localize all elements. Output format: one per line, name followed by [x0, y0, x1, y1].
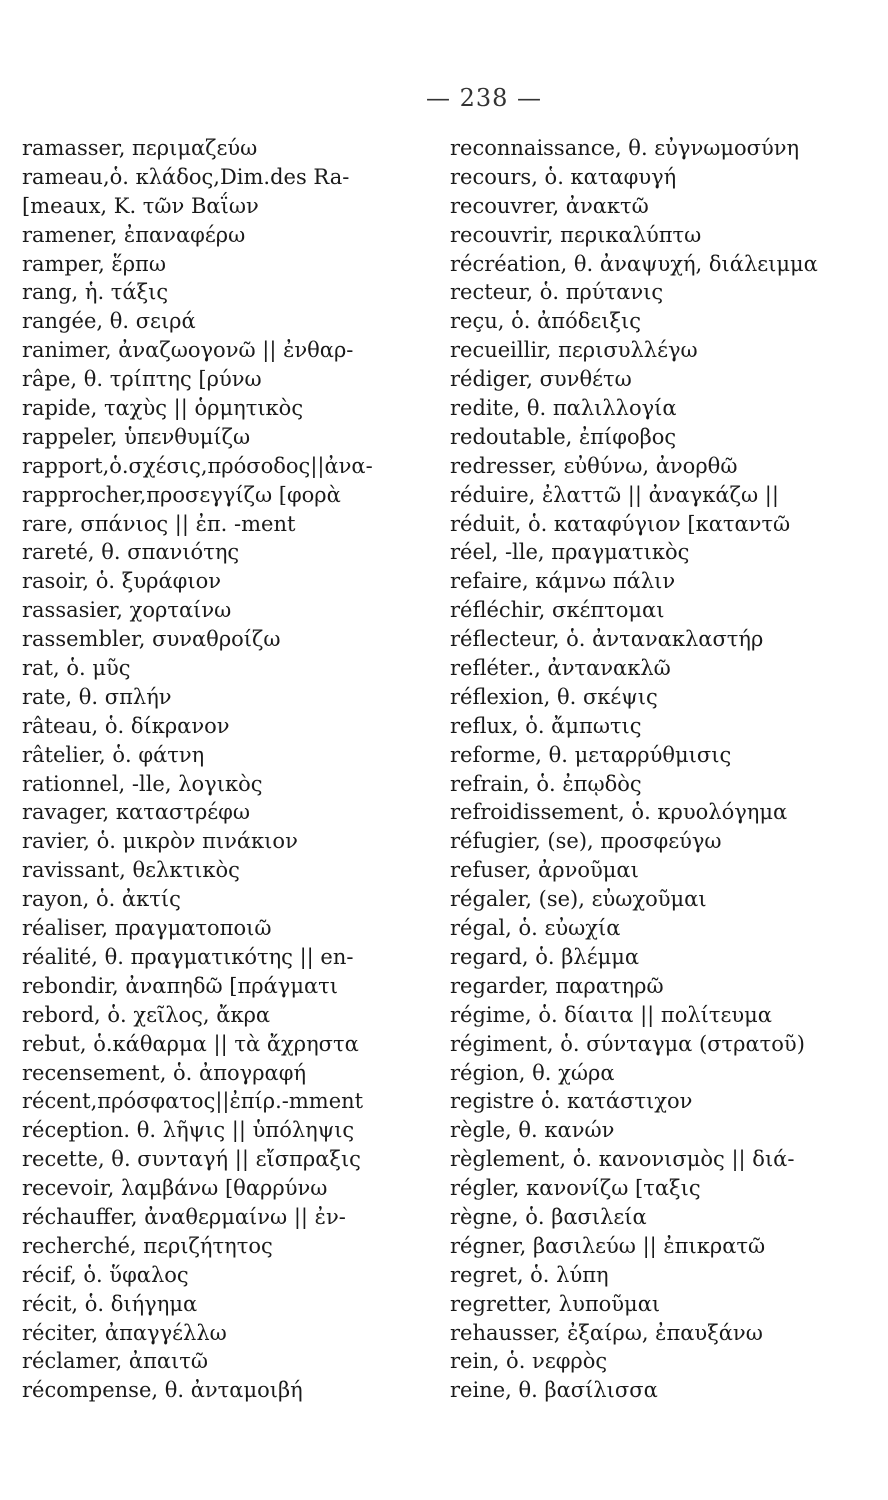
- dictionary-entry: règle, θ. κανών: [450, 1118, 615, 1143]
- dictionary-entry: récit, ὁ. διήγημα: [22, 1291, 198, 1316]
- dictionary-entry: ranimer, ἀναζωογονῶ || ἐνθαρ-: [22, 338, 354, 363]
- dictionary-entry: ramasser, περιμαζεύω: [22, 136, 258, 160]
- dictionary-entry: réciter, ἀπαγγέλλω: [22, 1320, 227, 1345]
- dictionary-entry: rayon, ὁ. ἀκτίς: [22, 887, 181, 912]
- dictionary-entry: reforme, θ. μεταρρύθμισις: [450, 742, 732, 767]
- dictionary-entry: rassembler, συναθροίζω: [22, 627, 281, 652]
- dictionary-entry: régler, κανονίζω [ταξις: [450, 1176, 701, 1201]
- dictionary-entry: rehausser, ἐξαίρω, ἐπαυξάνω: [450, 1320, 763, 1345]
- left-column: [22, 134, 422, 1405]
- dictionary-entry: reflux, ὁ. ἄμπωτις: [450, 713, 642, 738]
- dictionary-entry: réclamer, ἀπαιτῶ: [22, 1349, 209, 1374]
- dictionary-entry: reconnaissance, θ. εὐγνωμοσύνη: [450, 136, 800, 160]
- dictionary-entry: râtelier, ὁ. φάτνη: [22, 742, 205, 767]
- dictionary-entry: recours, ὁ. καταφυγή: [450, 164, 677, 189]
- dictionary-entry: règlement, ὁ. κανονισμὸς || διά-: [450, 1147, 795, 1172]
- dictionary-entry: redoutable, ἐπίφοβος: [450, 424, 677, 449]
- dictionary-entry: recteur, ὁ. πρύτανις: [450, 280, 664, 305]
- dictionary-entry: regretter, λυποῦμαι: [450, 1291, 661, 1316]
- dictionary-entry: regret, ὁ. λύπη: [450, 1262, 609, 1287]
- dictionary-entry: registre ὁ. κατάστιχον: [450, 1089, 693, 1114]
- dictionary-entry: réchauffer, ἀναθερμαίνω || ἐν-: [22, 1204, 346, 1229]
- dictionary-entry: reçu, ὁ. ἀπόδειξις: [450, 309, 642, 334]
- dictionary-entry: régal, ὁ. εὐωχία: [450, 916, 621, 941]
- dictionary-entry: refléter., ἀντανακλῶ: [450, 656, 671, 681]
- dictionary-entry: régner, βασιλεύω || ἐπικρατῶ: [450, 1233, 766, 1258]
- dictionary-entry: réaliser, πραγματοποιῶ: [22, 916, 272, 941]
- dictionary-entry: rare, σπάνιος || ἐπ. -ment: [22, 511, 296, 536]
- dictionary-entry: règne, ὁ. βασιλεία: [450, 1204, 647, 1229]
- dictionary-entry: rat, ὁ. μῦς: [22, 656, 131, 681]
- dictionary-entry: râteau, ὁ. δίκρανον: [22, 713, 230, 738]
- dictionary-entry: rebut, ὁ.κάθαρμα || τὰ ἄχρηστα: [22, 1031, 359, 1056]
- dictionary-entry: rapide, ταχὺς || ὁρμητικὸς: [22, 396, 304, 421]
- dictionary-entry: rang, ἡ. τάξις: [22, 280, 169, 305]
- dictionary-entry: refaire, κάμνω πάλιν: [450, 569, 676, 594]
- dictionary-entry: recevoir, λαμβάνω [θαρρύνω: [22, 1176, 328, 1201]
- dictionary-entry: régiment, ὁ. σύνταγμα (στρατοῦ): [450, 1031, 805, 1056]
- dictionary-entry: rasoir, ὁ. ξυράφιον: [22, 569, 221, 594]
- dictionary-entry: recouvrir, περικαλύπτω: [450, 222, 702, 247]
- dictionary-entry: réel, -lle, πραγματικὸς: [450, 540, 690, 565]
- dictionary-entry: rationnel, -lle, λογικὸς: [22, 771, 263, 796]
- dictionary-entry: râpe, θ. τρίπτης [ρύνω: [22, 367, 262, 392]
- dictionary-entry: rein, ὁ. νεφρὸς: [450, 1349, 608, 1374]
- dictionary-entry: recette, θ. συνταγή || εἴσπραξις: [22, 1147, 361, 1172]
- dictionary-entry: ramper, ἕρπω: [22, 251, 166, 276]
- dictionary-entry: rassasier, χορταίνω: [22, 598, 232, 623]
- dictionary-entry: récent,πρόσφατος||ἐπίρ.-mment: [22, 1089, 364, 1114]
- dictionary-entry: [meaux, K. τῶν Βαΐων: [22, 193, 259, 218]
- dictionary-entry: rebord, ὁ. χεῖλος, ἄκρα: [22, 1002, 271, 1027]
- dictionary-entry: recherché, περιζήτητος: [22, 1233, 273, 1258]
- dictionary-entry: récréation, θ. ἀναψυχή, διάλειμμα: [450, 251, 818, 276]
- dictionary-entry: rédiger, συνθέτω: [450, 367, 632, 392]
- dictionary-entry: rareté, θ. σπανιότης: [22, 540, 240, 565]
- dictionary-entry: régime, ὁ. δίαιτα || πολίτευμα: [450, 1002, 772, 1027]
- dictionary-entry: réflecteur, ὁ. ἀντανακλαστήρ: [450, 627, 764, 652]
- dictionary-entry: rebondir, ἀναπηδῶ [πράγματι: [22, 973, 339, 998]
- page-number: — 238 —: [425, 84, 543, 112]
- dictionary-entry: refuser, ἀρνοῦμαι: [450, 858, 639, 883]
- dictionary-entry: ravissant, θελκτικὸς: [22, 858, 240, 883]
- dictionary-entry: reine, θ. βασίλισσα: [450, 1378, 658, 1403]
- dictionary-entry: rappeler, ὑπενθυμίζω: [22, 424, 251, 449]
- dictionary-entry: ravier, ὁ. μικρὸν πινάκιον: [22, 829, 298, 854]
- dictionary-entry: ravager, καταστρέφω: [22, 800, 251, 825]
- dictionary-entry: ramener, ἐπαναφέρω: [22, 222, 246, 247]
- dictionary-entry: refrain, ὁ. ἐπῳδὸς: [450, 771, 642, 796]
- dictionary-entry: récompense, θ. ἀνταμοιβή: [22, 1378, 303, 1403]
- dictionary-entry: regarder, παρατηρῶ: [450, 973, 664, 998]
- dictionary-entry: refroidissement, ὁ. κρυολόγημα: [450, 800, 788, 825]
- dictionary-entry: récif, ὁ. ὕφαλος: [22, 1262, 189, 1287]
- dictionary-entry: recueillir, περισυλλέγω: [450, 338, 698, 363]
- dictionary-entry: rapprocher,προσεγγίζω [φορὰ: [22, 482, 341, 507]
- dictionary-entry: rameau,ὁ. κλάδος,Dim.des Ra-: [22, 164, 350, 189]
- dictionary-entry: recouvrer, ἀνακτῶ: [450, 193, 649, 218]
- dictionary-entry: redite, θ. παλιλλογία: [450, 396, 677, 421]
- dictionary-entry: réception. θ. λῆψις || ὑπόληψις: [22, 1118, 355, 1143]
- dictionary-entry: recensement, ὁ. ἀπογραφή: [22, 1060, 307, 1085]
- dictionary-entry: rangée, θ. σειρά: [22, 309, 196, 334]
- dictionary-entry: régaler, (se), εὐωχοῦμαι: [450, 887, 707, 912]
- dictionary-entry: réfléchir, σκέπτομαι: [450, 598, 665, 623]
- dictionary-entry: réduit, ὁ. καταφύγιον [καταντῶ: [450, 511, 791, 536]
- right-column: [450, 134, 886, 1405]
- dictionary-entry: réalité, θ. πραγματικότης || en-: [22, 944, 354, 969]
- dictionary-entry: région, θ. χώρα: [450, 1060, 615, 1085]
- dictionary-entry: réflexion, θ. σκέψις: [450, 684, 658, 709]
- dictionary-entry: rapport,ὁ.σχέσις,πρόσοδος||ἀνα-: [22, 453, 373, 478]
- dictionary-entry: réduire, ἐλαττῶ || ἀναγκάζω ||: [450, 482, 779, 507]
- dictionary-entry: réfugier, (se), προσφεύγω: [450, 829, 722, 854]
- dictionary-entry: regard, ὁ. βλέμμα: [450, 944, 640, 969]
- dictionary-entry: redresser, εὐθύνω, ἀνορθῶ: [450, 453, 738, 478]
- dictionary-entry: rate, θ. σπλήν: [22, 684, 172, 709]
